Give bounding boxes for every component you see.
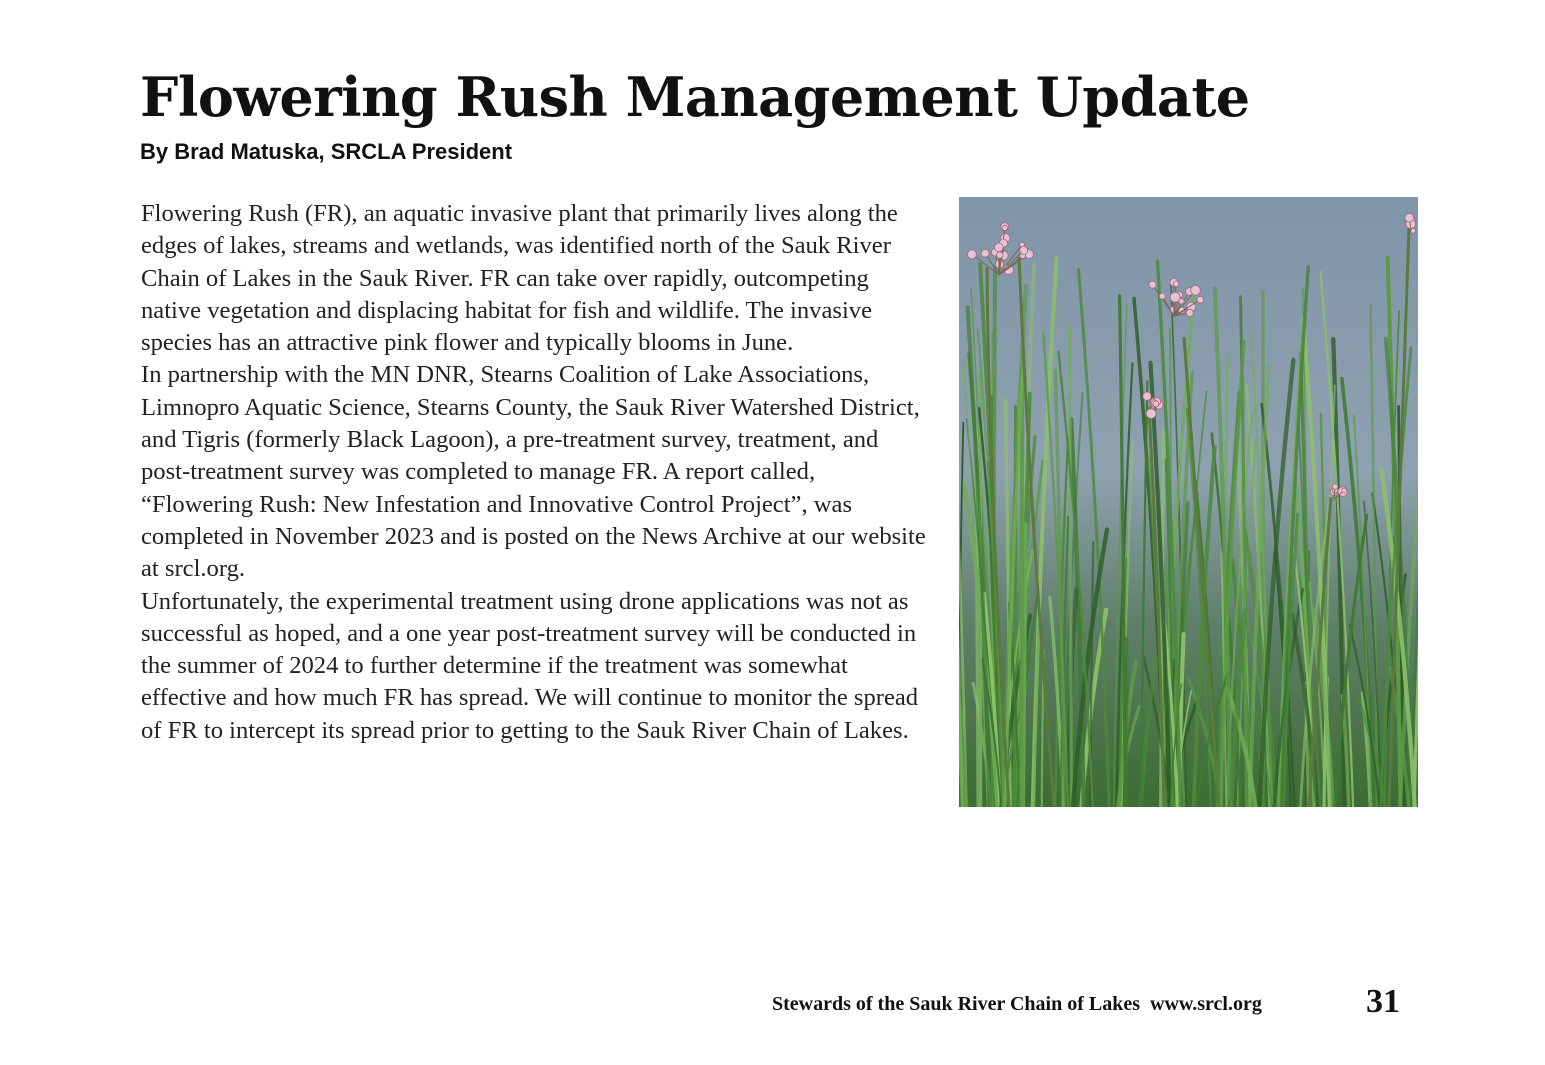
article-paragraph: Unfortunately, the experimental treatment using drone applications was not as successful as hoped, and a one year post-treatment survey will be conducted in the summer of 2024 to further determine if the treatment was somewhat effective and how much FR has spread. We will continue to monitor the spread of FR to intercept its spread prior to getting to the Sauk River Chain of Lakes. (141, 587, 919, 744)
article-paragraph: In partnership with the MN DNR, Stearns Coalition of Lake Associations, Limnopro Aquatic Science, Stearns County, the Sauk River Watershed District, and Tigris (formerly Black Lagoon), a pre-treatment survey, treatment, and post-treatment survey was completed to manage FR. A report called, “Flowering Rush: New Infestation and Innovative Control Project”, was completed in November 2023 and is posted on the News Archive at our website at srcl.org. (141, 361, 926, 583)
article-byline: By Brad Matuska, SRCLA President (140, 139, 513, 164)
article-body (141, 198, 931, 747)
page-number: 31 (1366, 983, 1400, 1020)
footer-publication: Stewards of the Sauk River Chain of Lakes www.srcl.org (772, 993, 1262, 1015)
article-paragraph: Flowering Rush (FR), an aquatic invasive plant that primarily lives along the edges of lakes, streams and wetlands, was identified north of the Sauk River Chain of Lakes in the Sauk River. FR can take over rapidly, outcompeting native vegetation and displacing habitat for fish and wildlife. The invasive species has an attractive pink flower and typically blooms in June. (141, 200, 898, 357)
flowering-rush-photo (959, 197, 1418, 807)
article-title: Flowering Rush Management Update (140, 65, 1250, 129)
